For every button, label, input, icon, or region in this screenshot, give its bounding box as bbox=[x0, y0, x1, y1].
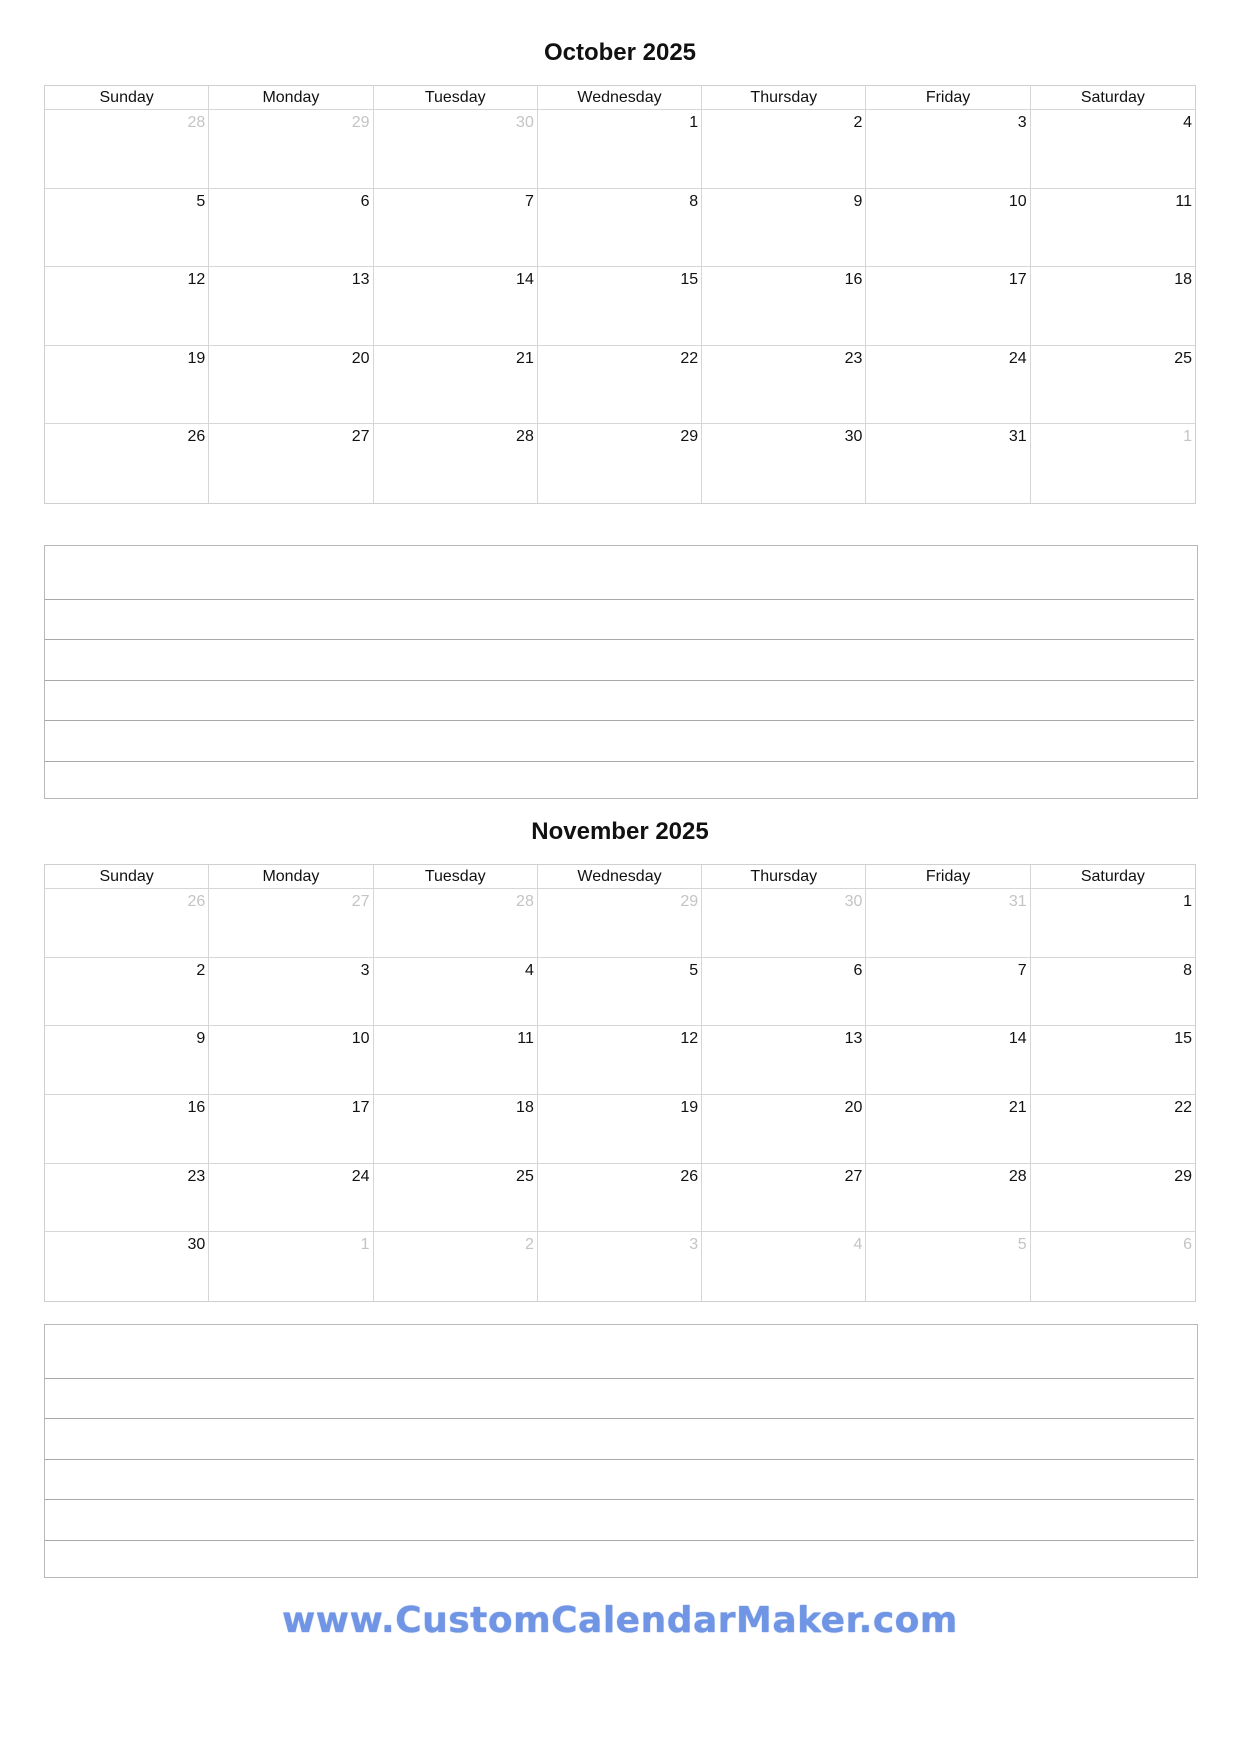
day-number: 17 bbox=[1008, 271, 1027, 289]
day-cell[interactable] bbox=[538, 346, 702, 425]
day-number-adjacent-month: 30 bbox=[844, 893, 863, 910]
day-number-adjacent-month: 28 bbox=[516, 893, 534, 910]
day-cell[interactable] bbox=[1031, 424, 1195, 503]
day-cell[interactable] bbox=[209, 1026, 373, 1095]
day-number: 21 bbox=[1008, 1098, 1027, 1116]
day-number: 10 bbox=[1008, 192, 1027, 210]
day-number: 6 bbox=[853, 961, 863, 979]
day-cell[interactable] bbox=[1031, 958, 1195, 1027]
day-number: 9 bbox=[196, 1030, 206, 1048]
day-cell[interactable] bbox=[1031, 1232, 1195, 1301]
day-cell[interactable] bbox=[374, 1095, 538, 1164]
day-cell[interactable] bbox=[1031, 889, 1195, 958]
day-cell[interactable] bbox=[538, 189, 702, 268]
day-number: 5 bbox=[196, 192, 206, 210]
day-number: 1 bbox=[1183, 893, 1192, 910]
day-number: 14 bbox=[1008, 1030, 1027, 1048]
month-title-november: November 2025 bbox=[531, 818, 709, 845]
weekday-header: Saturday bbox=[1031, 86, 1195, 110]
day-number: 15 bbox=[680, 271, 699, 289]
day-number: 21 bbox=[516, 349, 534, 367]
day-cell[interactable] bbox=[702, 110, 866, 189]
day-cell[interactable] bbox=[702, 424, 866, 503]
day-number: 6 bbox=[360, 192, 370, 210]
day-number: 11 bbox=[517, 1030, 534, 1048]
day-number: 7 bbox=[524, 192, 534, 210]
day-number: 27 bbox=[844, 1167, 863, 1185]
day-number: 24 bbox=[351, 1167, 370, 1185]
day-cell[interactable] bbox=[538, 1164, 702, 1233]
day-cell[interactable] bbox=[538, 110, 702, 189]
weekday-header: Tuesday bbox=[374, 86, 538, 110]
day-number: 2 bbox=[853, 114, 863, 131]
day-cell[interactable] bbox=[866, 1095, 1030, 1164]
day-cell[interactable] bbox=[866, 1232, 1030, 1301]
day-number: 18 bbox=[516, 1098, 534, 1116]
weekday-header: Monday bbox=[209, 865, 373, 889]
day-cell[interactable] bbox=[1031, 110, 1195, 189]
day-cell[interactable] bbox=[374, 110, 538, 189]
day-number-adjacent-month: 27 bbox=[351, 893, 370, 910]
day-number-adjacent-month: 5 bbox=[1017, 1236, 1027, 1254]
day-number: 4 bbox=[524, 961, 534, 979]
day-cell[interactable] bbox=[45, 346, 209, 425]
day-cell[interactable] bbox=[374, 1026, 538, 1095]
weekday-header: Friday bbox=[866, 86, 1030, 110]
day-cell[interactable] bbox=[209, 189, 373, 268]
day-cell[interactable] bbox=[702, 1164, 866, 1233]
notes-box-october bbox=[44, 545, 1198, 799]
note-line bbox=[45, 639, 1194, 640]
day-number: 9 bbox=[853, 192, 863, 210]
day-cell[interactable] bbox=[1031, 189, 1195, 268]
day-cell[interactable] bbox=[45, 267, 209, 346]
day-cell[interactable] bbox=[538, 424, 702, 503]
footer-website-link[interactable]: www.CustomCalendarMaker.com bbox=[282, 1600, 958, 1641]
day-cell[interactable] bbox=[209, 346, 373, 425]
weekday-header: Wednesday bbox=[538, 865, 702, 889]
day-cell[interactable] bbox=[702, 267, 866, 346]
weekday-header: Thursday bbox=[702, 865, 866, 889]
day-cell[interactable] bbox=[45, 889, 209, 958]
day-number: 20 bbox=[844, 1098, 863, 1116]
day-number: 17 bbox=[351, 1098, 370, 1116]
day-cell[interactable] bbox=[866, 1164, 1030, 1233]
day-number: 23 bbox=[844, 349, 863, 367]
day-cell[interactable] bbox=[866, 958, 1030, 1027]
day-number: 22 bbox=[1174, 1098, 1192, 1116]
day-number: 29 bbox=[680, 428, 699, 446]
day-cell[interactable] bbox=[45, 1095, 209, 1164]
day-number-adjacent-month: 29 bbox=[351, 114, 370, 131]
note-line bbox=[45, 599, 1194, 600]
day-cell[interactable] bbox=[866, 189, 1030, 268]
day-number: 12 bbox=[680, 1030, 699, 1048]
day-cell[interactable] bbox=[866, 346, 1030, 425]
day-number: 7 bbox=[1017, 961, 1027, 979]
day-number: 3 bbox=[1017, 114, 1027, 131]
day-cell[interactable] bbox=[702, 1095, 866, 1164]
weekday-header: Sunday bbox=[45, 86, 209, 110]
note-line bbox=[45, 1499, 1194, 1500]
day-cell[interactable] bbox=[1031, 1095, 1195, 1164]
day-cell[interactable] bbox=[538, 1232, 702, 1301]
day-number: 10 bbox=[351, 1030, 370, 1048]
day-cell[interactable] bbox=[702, 958, 866, 1027]
day-cell[interactable] bbox=[1031, 346, 1195, 425]
day-cell[interactable] bbox=[209, 1164, 373, 1233]
day-number: 11 bbox=[1175, 192, 1192, 210]
day-cell[interactable] bbox=[1031, 267, 1195, 346]
day-cell[interactable] bbox=[209, 1095, 373, 1164]
weekday-header: Tuesday bbox=[374, 865, 538, 889]
note-line bbox=[45, 1378, 1194, 1379]
day-cell[interactable] bbox=[538, 1026, 702, 1095]
day-number-adjacent-month: 30 bbox=[516, 114, 534, 131]
day-cell[interactable] bbox=[209, 110, 373, 189]
day-cell[interactable] bbox=[374, 267, 538, 346]
day-number: 26 bbox=[187, 428, 206, 446]
day-number: 13 bbox=[351, 271, 370, 289]
day-number: 5 bbox=[689, 961, 699, 979]
day-number-adjacent-month: 26 bbox=[187, 893, 206, 910]
day-cell[interactable] bbox=[538, 958, 702, 1027]
note-line bbox=[45, 1459, 1194, 1460]
day-cell[interactable] bbox=[702, 1232, 866, 1301]
day-cell[interactable] bbox=[1031, 1026, 1195, 1095]
day-cell[interactable] bbox=[209, 889, 373, 958]
day-number: 22 bbox=[680, 349, 699, 367]
day-number: 31 bbox=[1008, 428, 1027, 446]
calendar-grid-november bbox=[44, 864, 1196, 1302]
day-cell[interactable] bbox=[45, 1164, 209, 1233]
note-line bbox=[45, 680, 1194, 681]
note-line bbox=[45, 1418, 1194, 1419]
day-cell[interactable] bbox=[45, 424, 209, 503]
day-cell[interactable] bbox=[209, 1232, 373, 1301]
day-number: 16 bbox=[844, 271, 863, 289]
day-cell[interactable] bbox=[538, 889, 702, 958]
day-number: 3 bbox=[360, 961, 370, 979]
day-cell[interactable] bbox=[374, 424, 538, 503]
day-number-adjacent-month: 1 bbox=[1183, 428, 1192, 446]
day-cell[interactable] bbox=[209, 267, 373, 346]
day-cell[interactable] bbox=[374, 958, 538, 1027]
day-number: 2 bbox=[196, 961, 206, 979]
day-cell[interactable] bbox=[374, 889, 538, 958]
notes-box-november bbox=[44, 1324, 1198, 1578]
day-number: 28 bbox=[516, 428, 534, 446]
day-number: 25 bbox=[516, 1167, 534, 1185]
day-number: 12 bbox=[187, 271, 206, 289]
day-cell[interactable] bbox=[209, 958, 373, 1027]
note-line bbox=[45, 720, 1194, 721]
day-number-adjacent-month: 2 bbox=[524, 1236, 534, 1254]
day-cell[interactable] bbox=[374, 1232, 538, 1301]
note-line bbox=[45, 1540, 1194, 1541]
day-cell[interactable] bbox=[45, 189, 209, 268]
day-number: 4 bbox=[1183, 114, 1192, 131]
weekday-header: Friday bbox=[866, 865, 1030, 889]
day-number: 23 bbox=[187, 1167, 206, 1185]
day-number-adjacent-month: 4 bbox=[853, 1236, 863, 1254]
day-cell[interactable] bbox=[374, 189, 538, 268]
day-cell[interactable] bbox=[209, 424, 373, 503]
calendar-grid-october bbox=[44, 85, 1196, 504]
day-number: 8 bbox=[689, 192, 699, 210]
day-number-adjacent-month: 31 bbox=[1008, 893, 1027, 910]
day-number-adjacent-month: 29 bbox=[680, 893, 699, 910]
day-number: 19 bbox=[187, 349, 206, 367]
weekday-header: Wednesday bbox=[538, 86, 702, 110]
day-number: 16 bbox=[187, 1098, 206, 1116]
day-cell[interactable] bbox=[866, 110, 1030, 189]
day-number-adjacent-month: 6 bbox=[1183, 1236, 1192, 1254]
month-title-october: October 2025 bbox=[543, 39, 697, 66]
day-number: 8 bbox=[1183, 961, 1192, 979]
day-number: 30 bbox=[187, 1236, 206, 1254]
day-number: 18 bbox=[1174, 271, 1192, 289]
weekday-header: Thursday bbox=[702, 86, 866, 110]
day-cell[interactable] bbox=[538, 267, 702, 346]
day-number: 15 bbox=[1174, 1030, 1192, 1048]
day-cell[interactable] bbox=[866, 889, 1030, 958]
day-cell[interactable] bbox=[866, 1026, 1030, 1095]
day-cell[interactable] bbox=[866, 424, 1030, 503]
weekday-header: Sunday bbox=[45, 865, 209, 889]
day-cell[interactable] bbox=[702, 189, 866, 268]
day-number: 13 bbox=[844, 1030, 863, 1048]
day-number: 14 bbox=[516, 271, 534, 289]
day-number: 26 bbox=[680, 1167, 699, 1185]
note-line bbox=[45, 761, 1194, 762]
day-number-adjacent-month: 1 bbox=[360, 1236, 370, 1254]
day-cell[interactable] bbox=[702, 1026, 866, 1095]
day-cell[interactable] bbox=[374, 346, 538, 425]
day-number: 19 bbox=[680, 1098, 699, 1116]
day-number: 27 bbox=[351, 428, 370, 446]
day-cell[interactable] bbox=[702, 346, 866, 425]
day-cell[interactable] bbox=[45, 958, 209, 1027]
day-number: 24 bbox=[1008, 349, 1027, 367]
day-number-adjacent-month: 3 bbox=[689, 1236, 699, 1254]
day-number: 20 bbox=[351, 349, 370, 367]
weekday-header: Saturday bbox=[1031, 865, 1195, 889]
weekday-header: Monday bbox=[209, 86, 373, 110]
day-cell[interactable] bbox=[45, 1026, 209, 1095]
day-number: 1 bbox=[689, 114, 699, 131]
day-number: 28 bbox=[1008, 1167, 1027, 1185]
day-cell[interactable] bbox=[866, 267, 1030, 346]
day-cell[interactable] bbox=[702, 889, 866, 958]
day-cell[interactable] bbox=[374, 1164, 538, 1233]
day-number-adjacent-month: 28 bbox=[187, 114, 206, 131]
day-cell[interactable] bbox=[45, 110, 209, 189]
day-cell[interactable] bbox=[538, 1095, 702, 1164]
day-cell[interactable] bbox=[45, 1232, 209, 1301]
day-number: 30 bbox=[844, 428, 863, 446]
day-number: 29 bbox=[1174, 1167, 1192, 1185]
day-cell[interactable] bbox=[1031, 1164, 1195, 1233]
day-number: 25 bbox=[1174, 349, 1192, 367]
